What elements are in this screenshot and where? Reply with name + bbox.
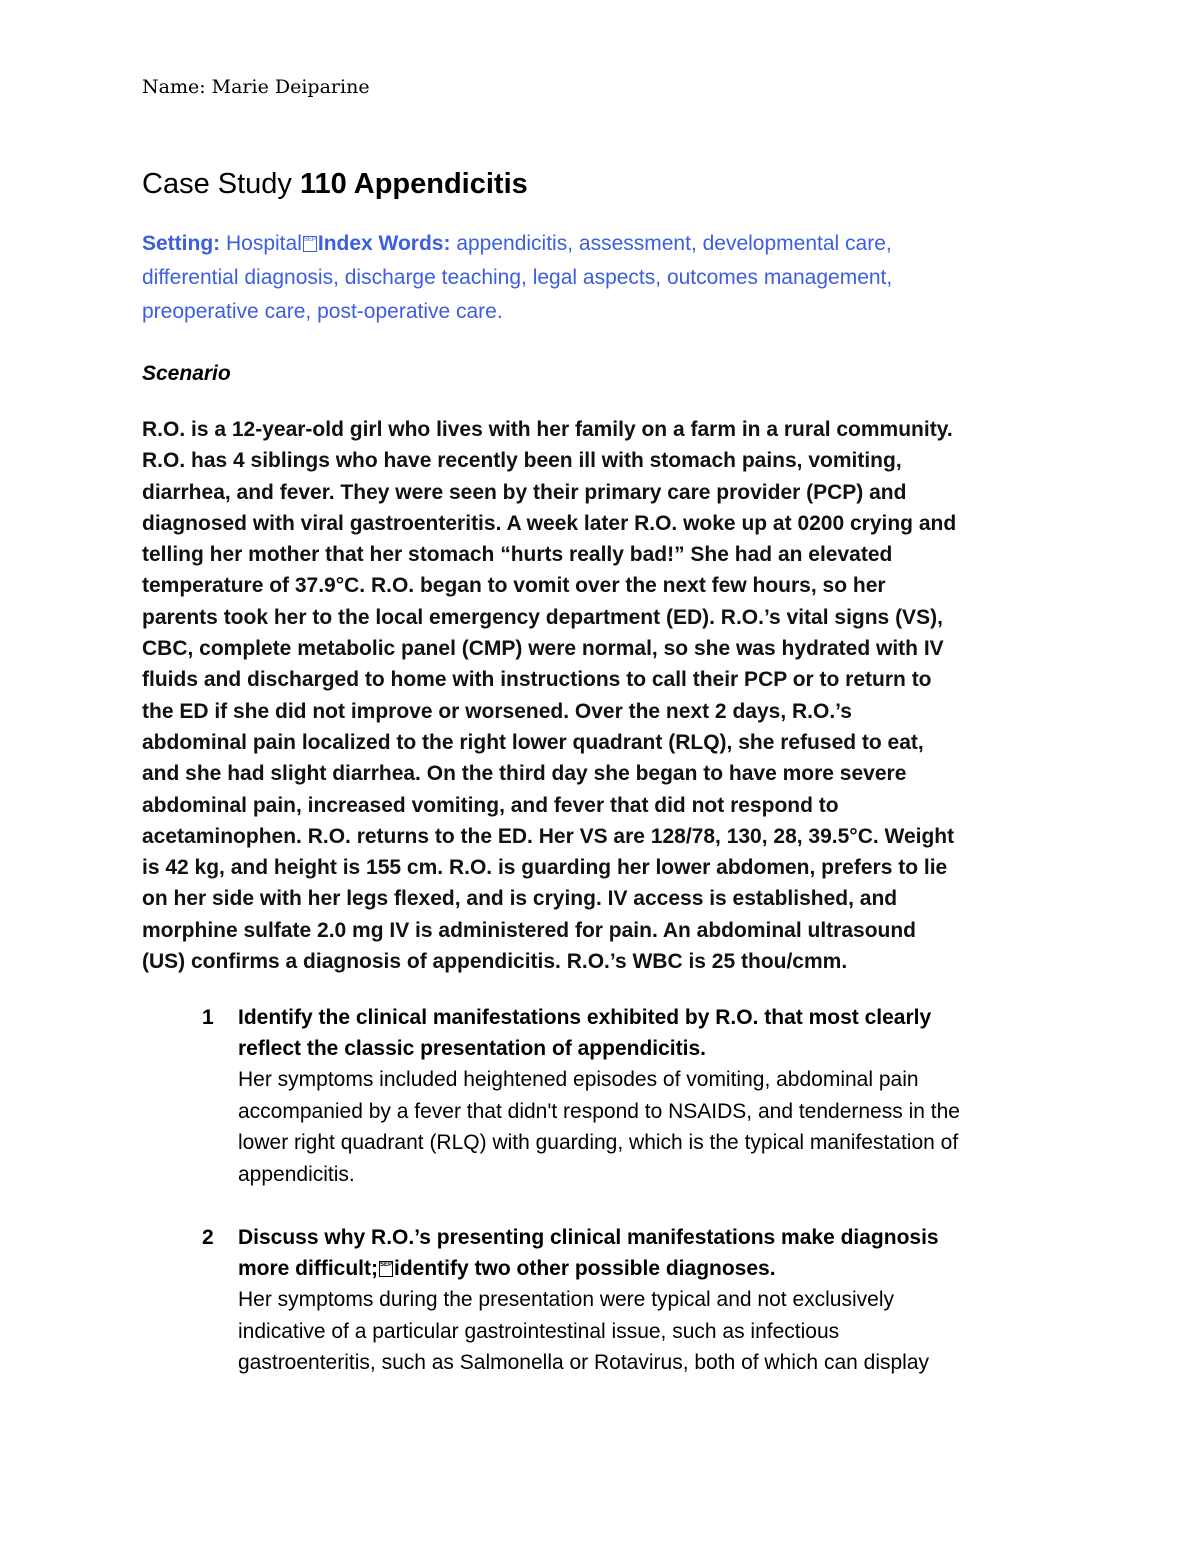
scenario-line: the ED if she did not improve or worsened. Over the next 2 days, R.O.’s: [142, 699, 852, 723]
answer-1-line: Her symptoms included heightened episodes of vomiting, abdominal pain: [238, 1068, 919, 1091]
setting-label: Setting:: [142, 232, 221, 255]
question-1-body: [238, 1002, 1068, 1190]
student-name: Name: Marie Deiparine: [142, 76, 370, 98]
scenario-line: diagnosed with viral gastroenteritis. A week later R.O. woke up at 0200 crying and: [142, 511, 957, 535]
scenario-paragraph: [142, 414, 1062, 977]
answer-2-line: Her symptoms during the presentation were typical and not exclusively: [238, 1288, 894, 1311]
question-2-text-part-b: identify two other possible diagnoses.: [394, 1257, 776, 1280]
scenario-line: on her side with her legs flexed, and is crying. IV access is established, and: [142, 887, 898, 911]
question-2-number: 2: [202, 1226, 214, 1249]
index-words-line-2: differential diagnosis, discharge teaching, legal aspects, outcomes management,: [142, 266, 893, 289]
scenario-line: diarrhea, and fever. They were seen by their primary care provider (PCP) and: [142, 480, 907, 504]
scenario-line: is 42 kg, and height is 155 cm. R.O. is guarding her lower abdomen, prefers to lie: [142, 856, 948, 880]
index-words-line-3: preoperative care, post-operative care.: [142, 300, 503, 323]
answer-2-line: indicative of a particular gastrointestinal issue, such as infectious: [238, 1319, 840, 1343]
answer-1-line: appendicitis.: [238, 1162, 355, 1186]
scenario-line: and she had slight diarrhea. On the third day she began to have more severe: [142, 762, 907, 786]
scenario-line: fluids and discharged to home with instructions to call their PCP or to return to: [142, 668, 932, 692]
question-2-text-line-1: Discuss why R.O.’s presenting clinical manifestations make diagnosis: [238, 1226, 939, 1249]
page-title: [142, 164, 528, 204]
index-words-label: Index Words:: [317, 232, 451, 255]
title-bold: 110 Appendicitis: [299, 168, 528, 200]
question-2-body: [238, 1222, 1068, 1379]
scenario-heading: Scenario: [142, 362, 231, 385]
scenario-line: temperature of 37.9°C. R.O. began to vomit over the next few hours, so her: [142, 574, 886, 598]
scenario-line: telling her mother that her stomach “hurts really bad!” She had an elevated: [142, 543, 893, 567]
question-1-text-line-2: reflect the classic presentation of appendicitis.: [238, 1037, 706, 1060]
scenario-line: parents took her to the local emergency department (ED). R.O.’s vital signs (VS),: [142, 605, 943, 629]
setting-row-1: [142, 227, 1062, 261]
answer-2-line: gastroenteritis, such as Salmonella or Rotavirus, both of which can display: [238, 1351, 930, 1374]
question-2-text-line-2: [238, 1253, 1068, 1284]
scenario-line: (US) confirms a diagnosis of appendicitis. R.O.’s WBC is 25 thou/cmm.: [142, 950, 848, 974]
sep-glyph-icon: SEP: [379, 1261, 393, 1277]
question-2-text-part-a: more difficult;: [238, 1257, 378, 1280]
setting-block: [142, 227, 1062, 329]
answer-1-line: lower right quadrant (RLQ) with guarding, which is the typical manifestation of: [238, 1131, 959, 1154]
scenario-line: acetaminophen. R.O. returns to the ED. Her VS are 128/78, 130, 28, 39.5°C. Weight: [142, 824, 955, 848]
scenario-line: abdominal pain, increased vomiting, and fever that did not respond to: [142, 793, 839, 817]
scenario-line: abdominal pain localized to the right lower quadrant (RLQ), she refused to eat,: [142, 730, 924, 754]
question-1-text-line-1: Identify the clinical manifestations exhibited by R.O. that most clearly: [238, 1006, 932, 1029]
scenario-line: R.O. has 4 siblings who have recently been ill with stomach pains, vomiting,: [142, 449, 902, 473]
scenario-line: R.O. is a 12-year-old girl who lives with her family on a farm in a rural community.: [142, 418, 953, 441]
question-1-number: 1: [202, 1006, 214, 1029]
answer-1-line: accompanied by a fever that didn't respond to NSAIDS, and tenderness in the: [238, 1099, 960, 1123]
index-words-line-1: appendicitis, assessment, developmental care,: [450, 232, 892, 255]
title-prefix: Case Study: [142, 168, 300, 200]
scenario-line: morphine sulfate 2.0 mg IV is administered for pain. An abdominal ultrasound: [142, 918, 917, 942]
scenario-line: CBC, complete metabolic panel (CMP) were normal, so she was hydrated with IV: [142, 637, 944, 661]
setting-value: Hospital: [220, 232, 302, 255]
sep-glyph-icon: SEP: [303, 236, 317, 252]
